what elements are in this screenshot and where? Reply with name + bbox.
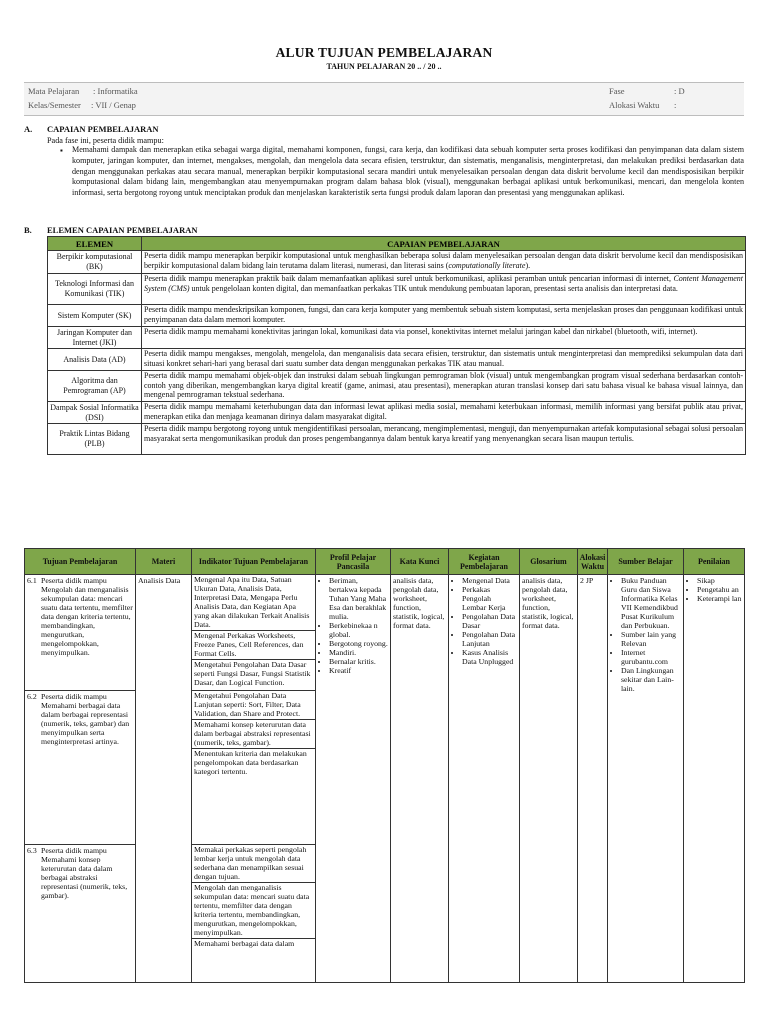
list-item: • Internet gurubantu.com: [621, 648, 681, 666]
col-capaian: CAPAIAN PEMBELAJARAN: [142, 237, 746, 251]
page-subtitle: TAHUN PELAJARAN 20 .. / 20 ..: [326, 62, 442, 71]
elemen-cell: Dampak Sosial Informatika (DSI): [48, 402, 142, 424]
goal-cell: [25, 845, 136, 983]
elemen-cell: Jaringan Komputer dan Internet (JKI): [48, 327, 142, 349]
alokasi-label: Alokasi Waktu: [609, 100, 660, 110]
list-item: • Bernalar kritis.: [329, 657, 388, 666]
col-elemen: ELEMEN: [48, 237, 142, 251]
section-a-heading: CAPAIAN PEMBELAJARAN: [47, 124, 159, 134]
elemen-cell: Sistem Komputer (SK): [48, 305, 142, 327]
capaian-cell: Peserta didik mampu menerapkan berpikir komputasional untuk menghasilkan beberapa solusi dalam menyelesaikan persoalan dengan data diskrit bervolume kecil dan mendisposisikan berpikir komputasional dalam bidang lain terutama dalam literasi, numerasi, dan literasi sains (computationally literate).: [142, 251, 746, 274]
list-item: • Mandiri.: [329, 648, 388, 657]
col-glosarium: Glosarium: [520, 549, 578, 575]
list-item: • Buku Panduan Guru dan Siswa Informatika Kelas VII Kemendikbud Pusat Kurikulum dan Perbukuan.: [621, 576, 681, 630]
list-item: • Sikap: [697, 576, 742, 585]
capaian-cell: Peserta didik mampu menerapkan praktik baik dalam memanfaatkan aplikasi surel untuk berkomunikasi, aplikasi peramban untuk pencarian informasi di internet, Content Management System (CMS) untuk pengelolaan konten digital, dan memanfaatkan perkakas TIK untuk mendukung pembuatan laporan, presentasi serta analisis dan interpretasi data.: [142, 274, 746, 305]
indikator-cell: [192, 575, 316, 691]
capaian-cell: Peserta didik mampu memahami keterhubungan data dan informasi lewat aplikasi media sosial, memahami keterbukaan informasi, memilih informasi yang bersifat publik atau privat, menerapkan etika dan menjaga keamanan dirinya dalam masyarakat digital.: [142, 402, 746, 424]
col-sumber: Sumber Belajar: [608, 549, 684, 575]
kelas-label: Kelas/Semester: [28, 100, 81, 110]
indikator-cell: [192, 691, 316, 845]
goal-text: Peserta didik mampu Mengolah dan menganalisis sekumpulan data: mencari suatu data tertentu, memfilter data dengan kriteria tertentu, membandingkan, mengurutkan, mengelompokkan, menyimpulkan.: [41, 576, 133, 657]
goal-text: Peserta didik mampu Memahami berbagai data dalam berbagai representasi (numerik, teks, gambar) dan menyimpulkan serta menginterpretasi artinya.: [41, 692, 130, 746]
table-row: [48, 371, 746, 402]
table-row: [48, 327, 746, 349]
bullet-icon: ▪: [60, 146, 63, 155]
kelas-value: : VII / Genap: [91, 100, 136, 110]
mapel-label: Mata Pelajaran: [28, 86, 80, 96]
page-title: ALUR TUJUAN PEMBELAJARAN: [275, 45, 493, 60]
list-item: • Pengolahan Data Lanjutan: [462, 630, 517, 648]
capaian-cell: Peserta didik mampu bergotong royong untuk mengidentifikasi persoalan, merancang, mengimplementasi, menguji, dan menyempurnakan artefak komputasional sebagai solusi persoalan masyarakat serta mengomunikasikan produk dan proses pengembangannya dalam bentuk karya kreatif yang menyenangkan secara lisan maupun tertulis.: [142, 424, 746, 455]
col-indikator: Indikator Tujuan Pembelajaran: [192, 549, 316, 575]
goal-cell: [25, 575, 136, 691]
capaian-cell: Peserta didik mampu mendeskripsikan komponen, fungsi, dan cara kerja komputer yang membentuk sebuah sistem komputasi, serta menjelaskan proses dan penggunaan kodifikasi untuk penyimpanan data dalam memori komputer.: [142, 305, 746, 327]
table-row: [48, 424, 746, 455]
list-item: • Berkebinekaa n global.: [329, 621, 388, 639]
section-a-intro: Pada fase ini, peserta didik mampu:: [47, 136, 164, 145]
col-materi: Materi: [136, 549, 192, 575]
list-item: • Pengetahu an: [697, 585, 742, 594]
indikator-cell: [192, 845, 316, 983]
indikator-item: Mengetahui Pengolahan Data Lanjutan seperti: Sort, Filter, Data Validation, dan Share and Protect.: [192, 691, 315, 720]
fase-label: Fase: [609, 86, 625, 96]
col-profil: Profil Pelajar Pancasila: [316, 549, 391, 575]
list-item: • Mengenal Data: [462, 576, 517, 585]
mapel-value: : Informatika: [93, 86, 138, 96]
list-item: • Keterampi lan: [697, 594, 742, 603]
col-kegiatan: Kegiatan Pembelajaran: [449, 549, 520, 575]
indikator-item: Menentukan kriteria dan melakukan pengelompokan data berdasarkan kategori tertentu.: [194, 749, 307, 776]
indikator-item: Mengetahui Pengolahan Data Dasar seperti Fungsi Dasar, Fungsi Statistik Dasar, dan Logical Function.: [194, 660, 311, 687]
col-kata-kunci: Kata Kunci: [391, 549, 449, 575]
section-b-letter: B.: [24, 225, 32, 235]
elemen-cell: Praktik Lintas Bidang (PLB): [48, 424, 142, 455]
info-box: [24, 82, 744, 116]
list-item: • Sumber lain yang Relevan: [621, 630, 681, 648]
list-item: • Dan Lingkungan sekitar dan Lain-lain.: [621, 666, 681, 693]
list-item: • Perkakas Pengolah Lembar Kerja: [462, 585, 517, 612]
capaian-cell: Peserta didik mampu memahami objek-objek dan instruksi dalam sebuah lingkungan pemrograman blok (visual) untuk mengembangkan program visual sederhana berdasarkan contoh-contoh yang diberikan, mengembangkan karya digital kreatif (game, animasi, atau presentasi), menerapkan aturan translasi konsep dari satu bahasa visual ke bahasa visual lainnya, dan mengenal pemrograman tekstual sederhana.: [142, 371, 746, 402]
alokasi-value: :: [674, 100, 677, 110]
table-row: [48, 349, 746, 371]
sumber-cell: [608, 575, 684, 983]
goal-text: Peserta didik mampu Memahami konsep keterurutan data dalam berbagai abstraksi representasi (numerik, teks, gambar).: [41, 846, 128, 900]
elemen-table: [47, 236, 746, 455]
materi-cell: Analisis Data: [136, 575, 192, 983]
fase-value: : D: [674, 86, 685, 96]
section-a-letter: A.: [24, 124, 33, 134]
indikator-item: Memahami konsep keterurutan data dalam berbagai abstraksi representasi (numerik, teks, gambar).: [192, 720, 315, 749]
alokasi-cell: 2 JP: [578, 575, 608, 983]
capaian-cell: Peserta didik mampu mengakses, mengolah, mengelola, dan menganalisis data secara efisien, terstruktur, dan sistematis untuk menginterpretasi dan memprediksi sekumpulan data dari situasi konkret sehari-hari yang berasal dari suatu sumber data dengan menggunakan perkakas TIK atau manual.: [142, 349, 746, 371]
goal-number: 6.1: [27, 576, 37, 585]
indikator-item: Mengenal Perkakas Worksheets, Freeze Panes, Cell References, dan Format Cells.: [192, 631, 315, 660]
atp-table-header: [25, 549, 745, 575]
table-row: [48, 402, 746, 424]
goal-number: 6.3: [27, 846, 37, 855]
col-penilaian: Penilaian: [684, 549, 745, 575]
profil-cell: [316, 575, 391, 983]
table-row: [48, 274, 746, 305]
capaian-cell: Peserta didik mampu memahami konektivitas jaringan lokal, komunikasi data via ponsel, konektivitas internet melalui jaringan kabel dan nirkabel (bluetooth, wifi, internet).: [142, 327, 746, 349]
atp-table: [24, 548, 745, 983]
capaian-paragraph: Memahami dampak dan menerapkan etika sebagai warga digital, memahami komponen, fungsi, cara kerja, dan kodifikasi data sebuah komputer serta proses kodifikasi dan penyimpanan data dalam sistem komputer, jaringan komputer, dan internet, mengakses, mengolah, dan mengelola data secara efisien, terstruktur, dan sistematis, menganalisis, menginterpretasi, dan melakukan prediksi berdasarkan data dengan menggunakan perkakas atau secara manual, menerapkan berpikir komputasional secara mandiri untuk menyelesaikan persoalan dengan data diskrit bervolume kecil dan mendisposisikan berpikir komputasional dalam bidang lain, mengembangkan atau menyempurnakan program dalam bahasa blok (visual), menggunakan berbagai aplikasi untuk berkomunikasi, mencari, dan mengelola konten informasi, serta bergotong royong untuk menciptakan produk dan menjelaskan karakteristik serta fungsi produk dalam laporan dan presentasi yang menggunakan aplikasi.: [72, 145, 744, 198]
col-tujuan: Tujuan Pembelajaran: [25, 549, 136, 575]
elemen-cell: Berpikir komputasional (BK): [48, 251, 142, 274]
table-row: [25, 575, 745, 691]
indikator-item: Memakai perkakas seperti pengolah lembar kerja untuk mengolah data sederhana dan menampilkan sesuai dengan tujuan.: [192, 845, 315, 883]
elemen-cell: Teknologi Informasi dan Komunikasi (TIK): [48, 274, 142, 305]
indikator-item: Memahami berbagai data dalam: [194, 939, 295, 948]
col-alokasi: Alokasi Waktu: [578, 549, 608, 575]
section-b-heading: ELEMEN CAPAIAN PEMBELAJARAN: [47, 225, 198, 235]
table-row: [48, 251, 746, 274]
table-row: [48, 305, 746, 327]
elemen-cell: Analisis Data (AD): [48, 349, 142, 371]
indikator-item: Mengolah dan menganalisis sekumpulan data: mencari suatu data tertentu, memfilter data dengan kriteria tertentu, membandingkan, mengurutkan, mengelompokkan, menyimpulkan.: [192, 883, 315, 939]
kegiatan-cell: [449, 575, 520, 983]
kata-kunci-cell: analisis data, pengolah data, worksheet, function, statistik, logical, format data.: [391, 575, 449, 983]
indikator-item: Mengenal Apa itu Data, Satuan Ukuran Data, Analisis Data, Interpretasi Data, Mengapa Perlu Analisis Data, dan Kegiatan Apa yang akan dilakukan Terkait Analisis Data.: [192, 575, 315, 631]
elemen-cell: Algoritma dan Pemrograman (AP): [48, 371, 142, 402]
penilaian-cell: [684, 575, 745, 983]
list-item: • Pengolahan Data Dasar: [462, 612, 517, 630]
list-item: • Kasus Analisis Data Unplugged: [462, 648, 517, 666]
elemen-table-header: [48, 237, 746, 251]
list-item: • Kreatif: [329, 666, 388, 675]
list-item: • Beriman, bertakwa kepada Tuhan Yang Maha Esa dan berakhlak mulia.: [329, 576, 388, 621]
glosarium-cell: analisis data, pengolah data, worksheet, function, statistik, logical, format data.: [520, 575, 578, 983]
goal-cell: [25, 691, 136, 845]
list-item: • Bergotong royong.: [329, 639, 388, 648]
goal-number: 6.2: [27, 692, 37, 701]
